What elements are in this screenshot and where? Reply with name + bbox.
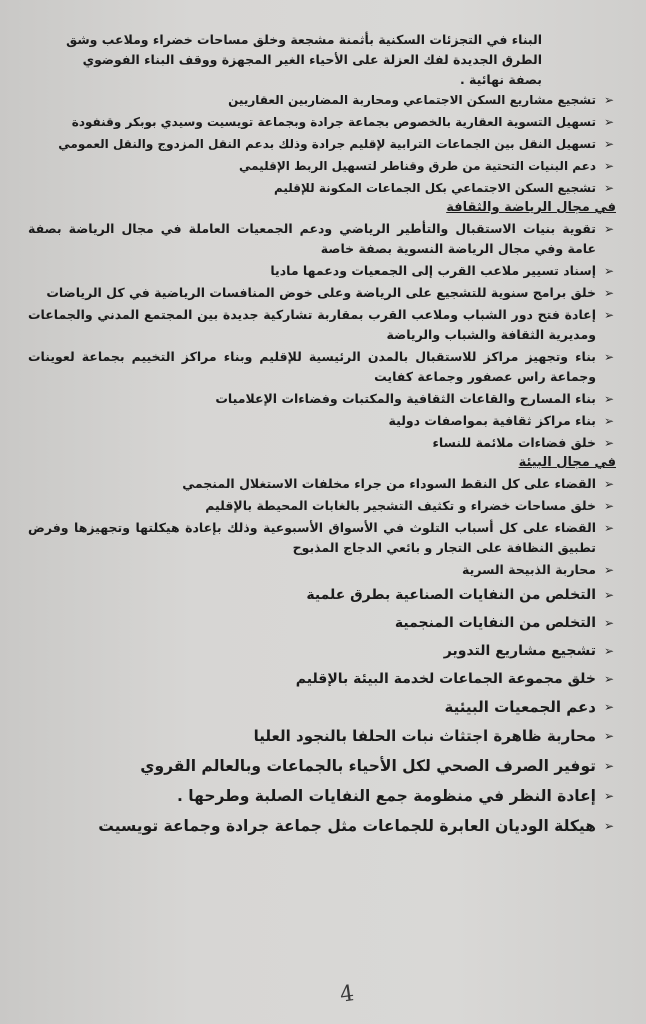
intro-line: الطرق الجديدة لفك العزلة على الأحياء الغير المجهزة ووقف البناء الفوضوي xyxy=(82,52,542,67)
check-arrow-icon: ➢ xyxy=(603,308,614,322)
check-arrow-icon: ➢ xyxy=(603,159,614,173)
intro-paragraph xyxy=(28,30,616,90)
list-item: ➢ تسهيل النقل بين الجماعات الترابية لإقليم جرادة وذلك بدعم النقل المزدوج والنقل العمومي xyxy=(28,134,616,154)
list-item: ➢ خلق مساحات خضراء و تكثيف التشجير بالغابات المحيطة بالإقليم xyxy=(28,496,616,516)
check-arrow-icon: ➢ xyxy=(603,644,614,658)
page-content xyxy=(28,30,616,842)
check-arrow-icon: ➢ xyxy=(603,729,614,743)
intro-line: البناء في التجزئات السكنية بأثمنة مشجعة وخلق مساحات خضراء وملاعب وشق xyxy=(66,32,542,47)
list-item: ➢ التخلص من النفايات الصناعية بطرق علمية xyxy=(28,582,616,608)
list-item: ➢ بناء وتجهيز مراكز للاستقبال بالمدن الرئيسية للإقليم وبناء مراكز التخييم بجماعة لعوينات وجماعة راس عصفور وجماعة كفايت xyxy=(28,349,614,384)
environment-list xyxy=(28,474,616,840)
check-arrow-icon: ➢ xyxy=(603,819,614,833)
list-item: ➢ تشجيع مشاريع السكن الاجتماعي ومحاربة المضاربين العقاريين xyxy=(28,90,616,110)
list-item: ➢ تشجيع مشاريع التدوير xyxy=(28,638,616,664)
check-arrow-icon: ➢ xyxy=(603,759,614,773)
check-arrow-icon: ➢ xyxy=(603,414,614,428)
section-heading-environment: في مجال البيئة xyxy=(518,455,616,470)
list-item: ➢ خلق مجموعة الجماعات لخدمة البيئة بالإقليم xyxy=(28,666,616,692)
check-arrow-icon: ➢ xyxy=(603,521,614,535)
check-arrow-icon: ➢ xyxy=(603,436,614,450)
page-number: 4 xyxy=(338,981,356,1008)
check-arrow-icon: ➢ xyxy=(603,499,614,513)
list-item: ➢ إسناد تسيير ملاعب القرب إلى الجمعيات ودعمها ماديا xyxy=(28,261,616,281)
list-item: ➢ محاربة ظاهرة اجتثاث نبات الحلفا بالنجود العليا xyxy=(28,723,616,750)
list-item: ➢ خلق فضاءات ملائمة للنساء xyxy=(28,433,616,453)
list-item: ➢ إعادة فتح دور الشباب وملاعب القرب بمقاربة تشاركية جديدة بين المجتمع المدني والجماعات ومديرية الثقافة والشباب والرياضة xyxy=(28,307,614,342)
list-item: ➢ خلق برامج سنوية للتشجيع على الرياضة وعلى خوض المنافسات الرياضية في كل الرياضات xyxy=(28,283,616,303)
list-item: ➢ دعم الجمعيات البيئية xyxy=(28,694,616,721)
check-arrow-icon: ➢ xyxy=(603,115,614,129)
check-arrow-icon: ➢ xyxy=(603,789,614,803)
check-arrow-icon: ➢ xyxy=(603,477,614,491)
check-arrow-icon: ➢ xyxy=(603,672,614,686)
list-item: ➢ تقوية بنيات الاستقبال والتأطير الرياضي ودعم الجمعيات العاملة في مجال الرياضة بصفة عامة وفي مجال الرياضة النسوية بصفة خاصة xyxy=(28,221,614,256)
check-arrow-icon: ➢ xyxy=(603,700,614,714)
housing-list xyxy=(28,90,616,198)
list-item: ➢ بناء مراكز ثقافية بمواصفات دولية xyxy=(28,411,616,431)
check-arrow-icon: ➢ xyxy=(603,563,614,577)
list-item: ➢ تشجيع السكن الاجتماعي بكل الجماعات المكونة للإقليم xyxy=(28,178,616,198)
list-item: ➢ تسهيل التسوية العقارية بالخصوص بجماعة جرادة وبجماعة تويسيت وسيدي بوبكر وقنفودة xyxy=(28,112,616,132)
list-item: ➢ بناء المسارح والقاعات الثقافية والمكتبات وفضاءات الإعلاميات xyxy=(28,389,616,409)
list-item: ➢ توفير الصرف الصحي لكل الأحياء بالجماعات وبالعالم القروي xyxy=(28,752,616,780)
list-item: ➢ هيكلة الوديان العابرة للجماعات مثل جماعة جرادة وجماعة تويسيت xyxy=(28,812,616,840)
check-arrow-icon: ➢ xyxy=(603,616,614,630)
section-heading-sports-culture: في مجال الرياضة والثقافة xyxy=(446,200,616,215)
check-arrow-icon: ➢ xyxy=(603,350,614,364)
list-item: ➢ التخلص من النفايات المنجمية xyxy=(28,610,616,636)
intro-line: بصفة نهائية . xyxy=(459,72,542,87)
check-arrow-icon: ➢ xyxy=(603,181,614,195)
check-arrow-icon: ➢ xyxy=(603,137,614,151)
list-item: ➢ دعم البنيات التحتية من طرق وقناطر لتسهيل الربط الإقليمي xyxy=(28,156,616,176)
check-arrow-icon: ➢ xyxy=(603,264,614,278)
list-item: ➢ محاربة الذبيحة السرية xyxy=(28,560,616,580)
check-arrow-icon: ➢ xyxy=(603,286,614,300)
check-arrow-icon: ➢ xyxy=(603,93,614,107)
check-arrow-icon: ➢ xyxy=(603,588,614,602)
list-item: ➢ القضاء على كل أسباب التلوث في الأسواق الأسبوعية وذلك بإعادة هيكلتها وتجهيزها وفرض تطبيق النظافة على التجار و بائعي الدجاج المذبوح xyxy=(28,520,614,555)
list-item: ➢ إعادة النظر في منظومة جمع النفايات الصلبة وطرحها . xyxy=(28,782,616,810)
check-arrow-icon: ➢ xyxy=(603,222,614,236)
list-item: ➢ القضاء على كل النقط السوداء من جراء مخلفات الاستغلال المنجمي xyxy=(28,474,616,494)
sports-culture-list xyxy=(28,219,616,453)
check-arrow-icon: ➢ xyxy=(603,392,614,406)
